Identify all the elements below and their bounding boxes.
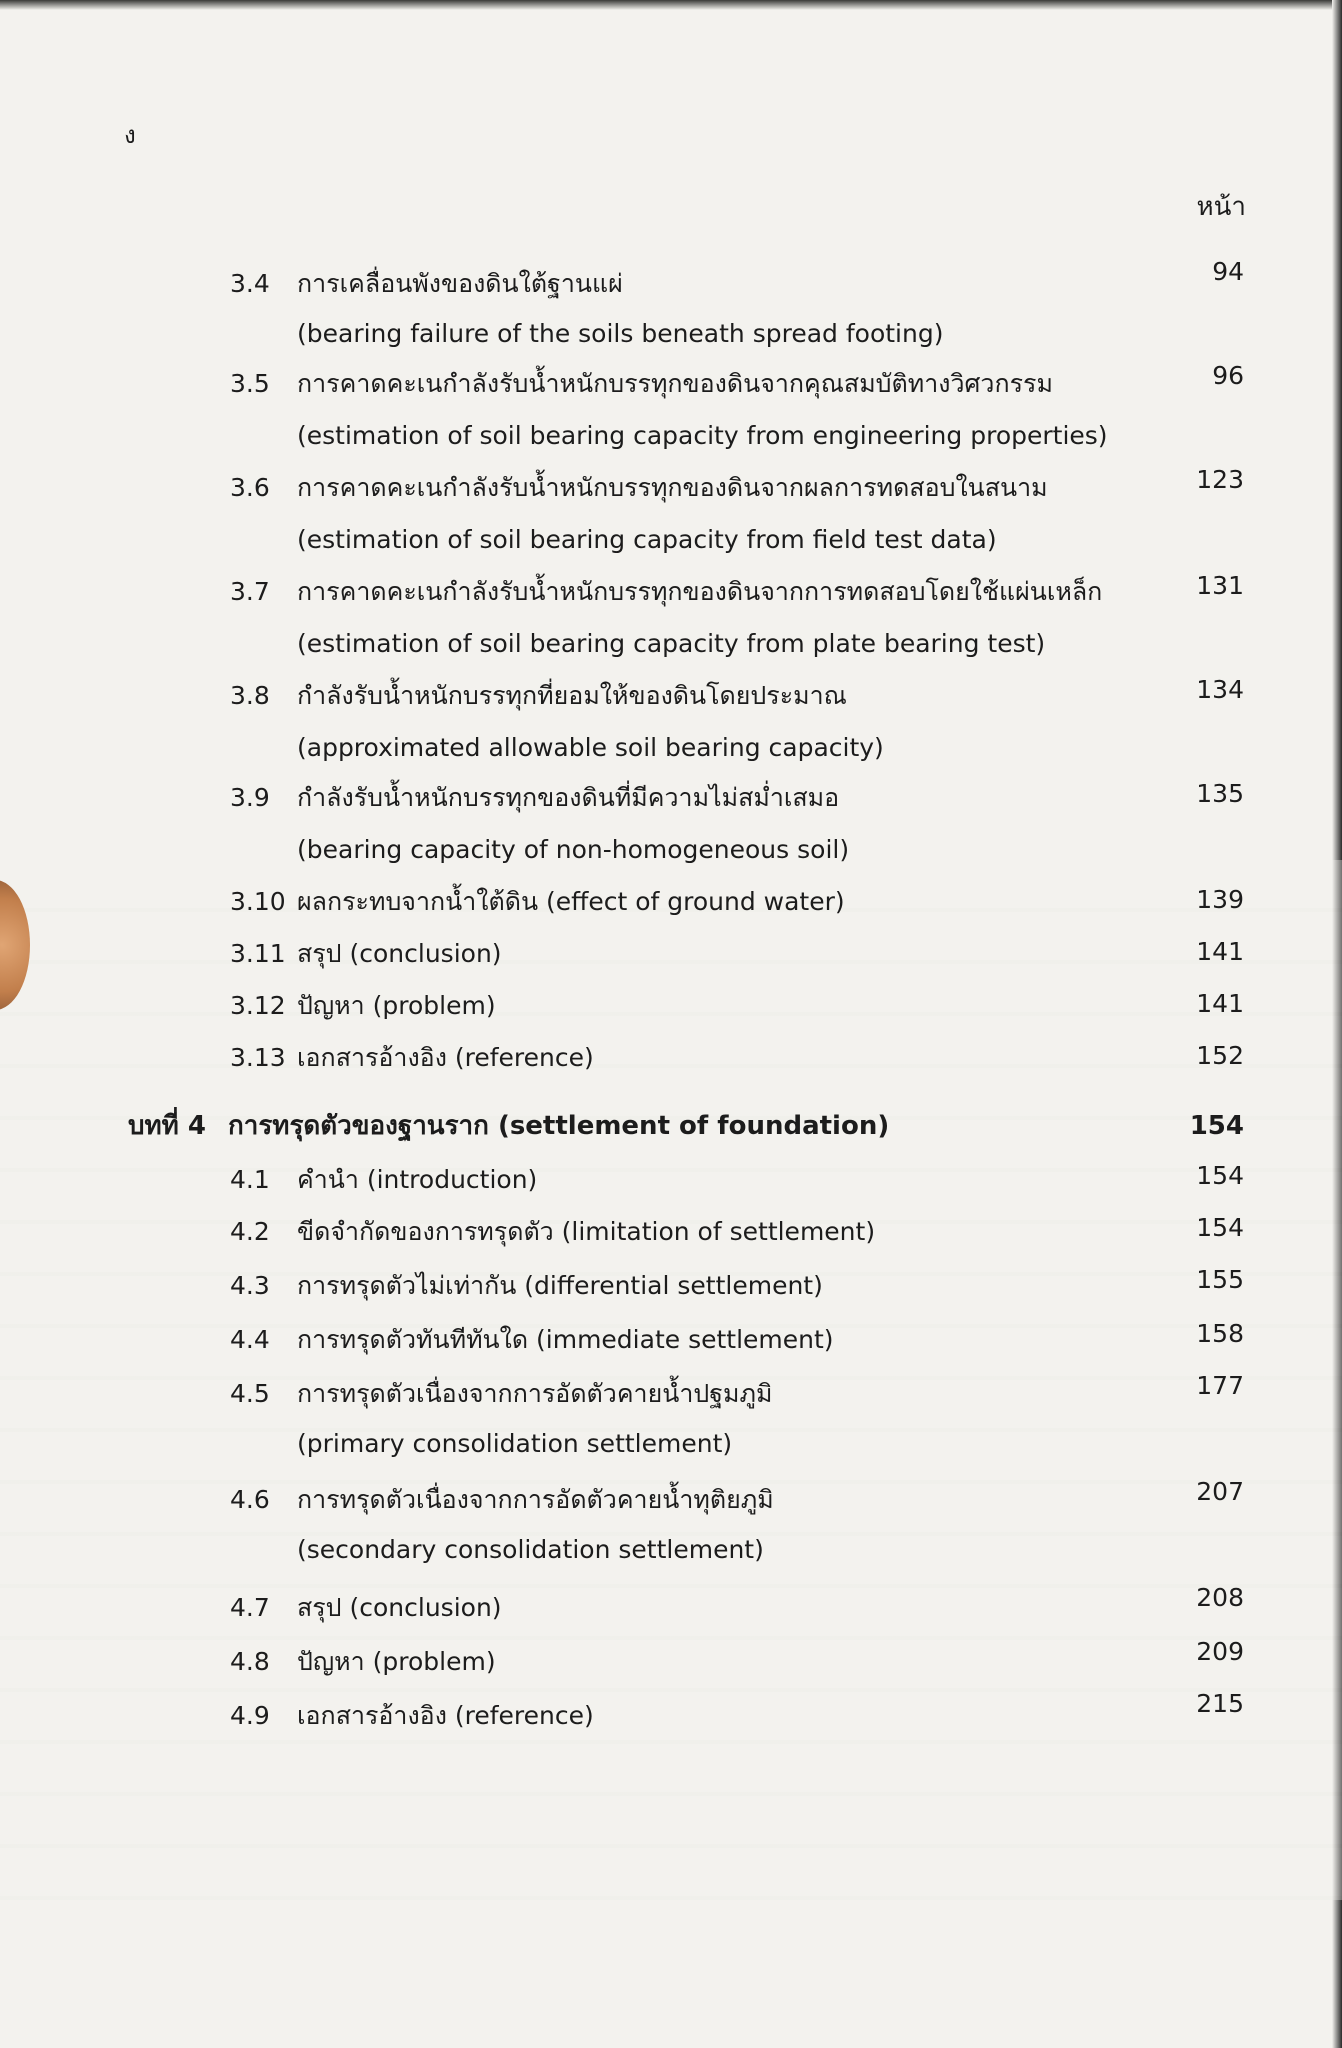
chapter-number: บทที่ 4 [128, 1111, 206, 1141]
section-title: กำลังรับน้ำหนักบรรทุกของดินที่มีความไม่สม่ำเสมอ [297, 783, 840, 812]
toc-entry-3-5 [0, 361, 1342, 404]
section-subtitle: (estimation of soil bearing capacity from field test data) [297, 525, 997, 554]
section-title: สรุป (conclusion) [297, 939, 502, 968]
toc-entry-3-8 [0, 676, 1342, 716]
section-page: 215 [1196, 1689, 1244, 1718]
section-page: 207 [1196, 1477, 1244, 1506]
toc-entry-4-3 [0, 1266, 1342, 1306]
section-number: 3.12 [230, 991, 286, 1020]
toc-entry-4-6 [0, 1477, 1342, 1520]
section-number: 3.9 [230, 783, 270, 812]
section-number: 3.13 [230, 1043, 286, 1072]
toc-chapter-4 [0, 1104, 1342, 1148]
toc-entry-4-9 [0, 1689, 1342, 1736]
toc-entry-4-1 [0, 1160, 1342, 1200]
section-title: ปัญหา (problem) [297, 1647, 496, 1676]
section-page: 135 [1196, 779, 1244, 808]
section-subtitle: (bearing failure of the soils beneath spread footing) [297, 319, 944, 348]
section-page: 177 [1196, 1371, 1244, 1400]
section-number: 4.2 [230, 1217, 270, 1246]
section-title: ผลกระทบจากน้ำใต้ดิน (effect of ground water) [297, 887, 845, 916]
section-page: 208 [1196, 1583, 1244, 1612]
toc-entry-4-8 [0, 1637, 1342, 1682]
section-page: 154 [1196, 1213, 1244, 1242]
section-number: 4.8 [230, 1647, 270, 1676]
section-page: 141 [1196, 989, 1244, 1018]
page-column-header: หน้า [1196, 192, 1246, 222]
section-number: 4.9 [230, 1701, 270, 1730]
section-number: 4.4 [230, 1325, 270, 1354]
section-title: เอกสารอ้างอิง (reference) [297, 1701, 594, 1730]
section-page: 141 [1196, 937, 1244, 966]
section-title: การคาดคะเนกำลังรับน้ำหนักบรรทุกของดินจากผลการทดสอบในสนาม [297, 473, 1048, 502]
section-page: 134 [1196, 675, 1244, 704]
toc-entry-3-6 [0, 465, 1342, 508]
section-number: 4.6 [230, 1485, 270, 1514]
section-number: 3.5 [230, 369, 270, 398]
section-number: 3.7 [230, 577, 270, 606]
section-number: 4.7 [230, 1593, 270, 1622]
section-title: ปัญหา (problem) [297, 991, 496, 1020]
section-title: กำลังรับน้ำหนักบรรทุกที่ยอมให้ของดินโดยประมาณ [297, 681, 847, 710]
toc-entry-3-13 [0, 1038, 1342, 1078]
section-page: 158 [1196, 1319, 1244, 1348]
section-number: 3.11 [230, 939, 286, 968]
section-subtitle: (estimation of soil bearing capacity from plate bearing test) [297, 629, 1046, 658]
section-title: การทรุดตัวทันทีทันใด (immediate settlement) [297, 1325, 834, 1354]
section-title: การคาดคะเนกำลังรับน้ำหนักบรรทุกของดินจากการทดสอบโดยใช้แผ่นเหล็ก [297, 577, 1103, 606]
toc-entry-3-9 [0, 778, 1342, 818]
toc-entry-3-10 [0, 882, 1342, 922]
section-title: การเคลื่อนพังของดินใต้ฐานแผ่ [297, 269, 623, 298]
toc-entry-3-4 [0, 257, 1342, 304]
section-page: 152 [1196, 1041, 1244, 1070]
section-number: 4.3 [230, 1271, 270, 1300]
section-page: 94 [1212, 257, 1244, 286]
section-title: สรุป (conclusion) [297, 1593, 502, 1622]
section-page: 155 [1196, 1265, 1244, 1294]
section-page: 131 [1196, 571, 1244, 600]
section-title: การทรุดตัวเนื่องจากการอัดตัวคายน้ำทุติยภูมิ [297, 1485, 774, 1514]
section-subtitle: (estimation of soil bearing capacity from engineering properties) [297, 421, 1108, 450]
section-title: การทรุดตัวเนื่องจากการอัดตัวคายน้ำปฐมภูมิ [297, 1379, 773, 1408]
section-page: 123 [1196, 465, 1244, 494]
section-subtitle: (bearing capacity of non-homogeneous soil) [297, 835, 850, 864]
toc-entry-3-7 [0, 572, 1342, 612]
section-page: 139 [1196, 885, 1244, 914]
section-title: คำนำ (introduction) [297, 1165, 538, 1194]
section-number: 3.10 [230, 887, 286, 916]
section-number: 3.6 [230, 473, 270, 502]
toc-entry-4-5 [0, 1371, 1342, 1414]
section-title: การคาดคะเนกำลังรับน้ำหนักบรรทุกของดินจากคุณสมบัติทางวิศวกรรม [297, 369, 1053, 398]
section-number: 3.4 [230, 269, 270, 298]
section-title: ขีดจำกัดของการทรุดตัว (limitation of settlement) [297, 1217, 876, 1246]
chapter-title: การทรุดตัวของฐานราก (settlement of foundation) [228, 1111, 890, 1141]
section-title: เอกสารอ้างอิง (reference) [297, 1043, 594, 1072]
section-number: 4.1 [230, 1165, 270, 1194]
section-number: 4.5 [230, 1379, 270, 1408]
page-edge-shadow [0, 0, 1342, 10]
section-page: 209 [1196, 1637, 1244, 1666]
chapter-page: 154 [1189, 1111, 1244, 1141]
toc-entry-4-4 [0, 1320, 1342, 1360]
toc-entry-4-2 [0, 1212, 1342, 1252]
section-page: 154 [1196, 1161, 1244, 1190]
toc-entry-3-11 [0, 934, 1342, 974]
section-subtitle: (secondary consolidation settlement) [297, 1535, 764, 1564]
section-page: 96 [1212, 361, 1244, 390]
section-subtitle: (approximated allowable soil bearing capacity) [297, 733, 884, 762]
toc-entry-3-12 [0, 986, 1342, 1026]
page-number: ง [124, 121, 136, 149]
toc-entry-4-7 [0, 1583, 1342, 1628]
section-number: 3.8 [230, 681, 270, 710]
section-title: การทรุดตัวไม่เท่ากัน (differential settlement) [297, 1271, 823, 1300]
section-subtitle: (primary consolidation settlement) [297, 1429, 733, 1458]
